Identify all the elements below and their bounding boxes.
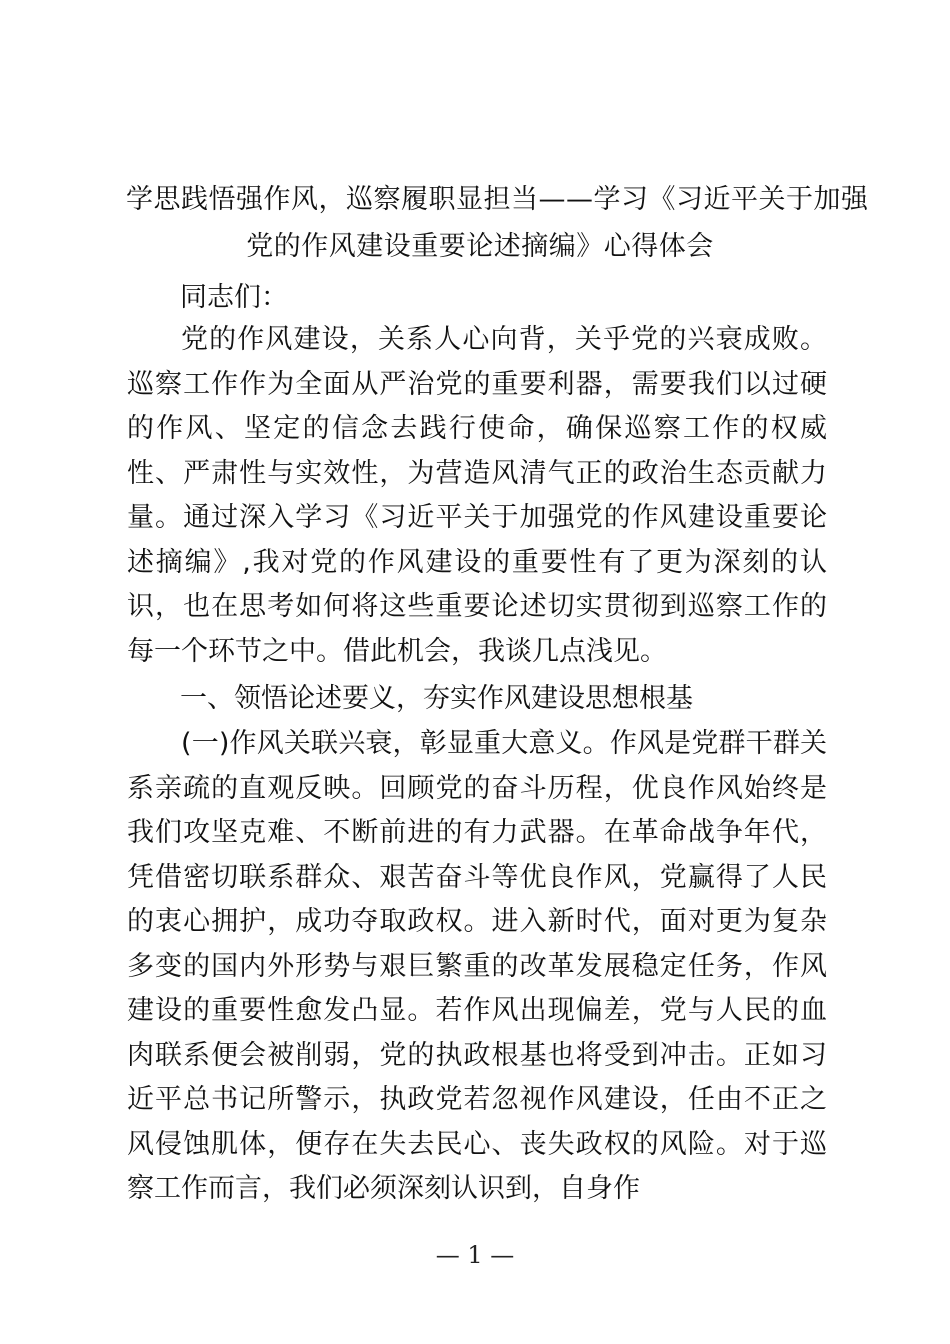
document-title-line-2: 党的作风建设重要论述摘编》心得体会	[246, 231, 714, 262]
page-number: — 1 —	[435, 1241, 515, 1269]
document-title-line-1: 学思践悟强作风，巡察履职显担当——学习《习近平关于加强	[126, 184, 869, 215]
paragraph-section-1-1: (一)作风关联兴衰，彰显重大意义。作风是党群干群关系亲疏的直观反映。回顾党的奋斗历程，优良作风始终是我们攻坚克难、不断前进的有力武器。在革命战争年代，凭借密切联系群众、艰苦奋斗等优良作风，党赢得了人民的衷心拥护，成功夺取政权。进入新时代，面对更为复杂多变的国内外形势与艰巨繁重的改革发展稳定任务，作风建设的重要性愈发凸显。若作风出现偏差，党与人民的血肉联系便会被削弱，党的执政根基也将受到冲击。正如习近平总书记所警示，执政党若忽视作风建设，任由不正之风侵蚀肌体，便存在失去民心、丧失政权的风险。对于巡察工作而言，我们必须深刻认识到，自身作	[127, 728, 827, 1204]
section-heading-1: 一、领悟论述要义，夯实作风建设思想根基	[180, 683, 693, 714]
greeting: 同志们：	[180, 282, 288, 313]
paragraph-intro: 党的作风建设，关系人心向背，关乎党的兴衰成败。巡察工作作为全面从严治党的重要利器，需要我们以过硬的作风、坚定的信念去践行使命，确保巡察工作的权威性、严肃性与实效性，为营造风清气正的政治生态贡献力量。通过深入学习《习近平关于加强党的作风建设重要论述摘编》,我对党的作风建设的重要性有了更为深刻的认识，也在思考如何将这些重要论述切实贯彻到巡察工作的每一个环节之中。借此机会，我谈几点浅见。	[127, 324, 827, 667]
